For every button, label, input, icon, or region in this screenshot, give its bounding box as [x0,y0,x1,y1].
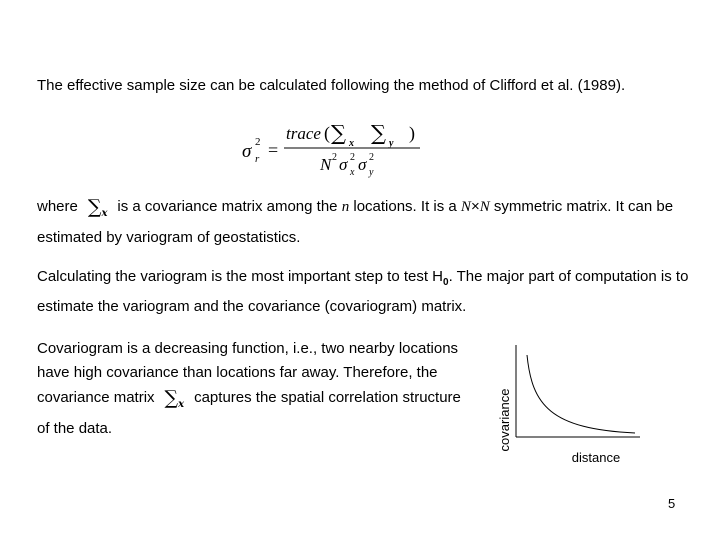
plot-ylabel: covariance [497,388,512,452]
formula-denom-sigma-x-exp: 2 [350,152,355,163]
formula-equals: = [268,140,279,160]
formula-sum-x-sub: x [349,138,354,149]
formula-lhs-exp: 2 [255,136,261,148]
sum-x-symbol-2: $\sum_x$ [164,387,185,410]
covariance-decay-curve [527,355,635,433]
formula-lhs-sub: r [255,153,260,165]
h0-subscript: 0 [443,277,449,288]
p2-N2-var: N [479,199,490,215]
effective-sample-size-formula [242,118,442,180]
formula-denom-sigma-y-exp: 2 [369,152,374,163]
p2-times-sign: × [470,198,480,215]
variogram-paragraph [37,265,692,319]
formula-trace: trace [286,124,321,143]
plot-xlabel: distance [571,450,621,465]
p2-mid-text: is a covariance matrix among the [117,198,338,215]
formula-denom-sigma-y: σ [358,155,367,174]
formula-sum-x: ∑ [331,121,346,145]
covariogram-plot [490,335,650,475]
p2-after-text: locations. It is a [353,198,457,215]
formula-denom-N-exp: 2 [332,152,337,163]
sum-x-symbol: $\sum_x$ [87,196,108,219]
formula-denom-sigma-y-sub: y [369,167,374,178]
formula-open-paren: ( [324,123,330,143]
page-number: 5 [668,496,676,511]
formula-sum-y-sub: y [389,138,394,149]
p4-start-text: Covariogram is a decreasing function, i.e., two nearby locations have high covariance than locations far away. Therefore, the covariance matrix [37,340,459,406]
formula-sum-y: ∑ [371,121,386,145]
where-text: where [37,198,78,215]
intro-paragraph: The effective sample size can be calculated following the method of Clifford et al. (1989). [37,77,626,94]
formula-denom-N: N [320,155,332,174]
formula-denom-sigma-x-sub: x [350,167,355,178]
p2-end-text: symmetric matrix. It can be estimated by variogram of geostatistics. [37,198,674,246]
formula-close-paren: ) [409,123,415,143]
formula-denom-sigma-x: σ [339,155,348,174]
p2-n-var: n [341,199,350,215]
p4-end-text: captures the spatial correlation structure of the data. [37,389,461,437]
p3-rest-text: . The major part of computation is to estimate the variogram and the covariance (covariogram) matrix. [37,268,689,315]
covariogram-paragraph [37,337,467,441]
formula-lhs-sigma: σ [242,141,252,162]
covariance-matrix-paragraph [37,194,677,250]
p3-start-text: Calculating the variogram is the most important step to test H [37,268,444,285]
p2-N1-var: N [460,199,471,215]
